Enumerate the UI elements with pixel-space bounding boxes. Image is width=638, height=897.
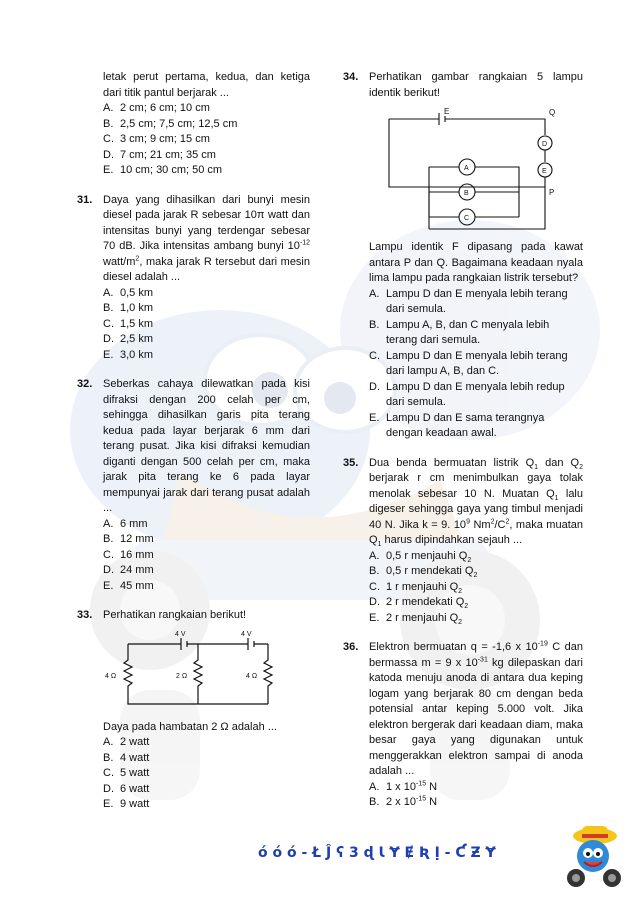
point-p-label: P — [549, 188, 555, 197]
option-33d: D. 6 watt — [103, 782, 150, 795]
question-34-text: Perhatikan gambar rangkaian 5 lampu identik berikut! — [369, 71, 583, 99]
question-31 — [77, 193, 310, 364]
question-number: 36. — [343, 641, 359, 653]
lamp-circuit-diagram — [369, 107, 559, 232]
option-32b: B. 12 mm — [103, 533, 154, 545]
voltage-label-1: 4 V — [175, 630, 186, 638]
mascot-icon — [560, 820, 630, 890]
option-33c: C. 5 watt — [103, 767, 150, 779]
option-31e: E. 3,0 km — [103, 348, 154, 361]
left-column — [77, 70, 310, 827]
option-31c: C. 1,5 km — [103, 317, 154, 330]
option-35a: A. 0,5 r menjauhi $Q_2$ — [369, 549, 472, 564]
point-q-label: Q — [549, 108, 556, 117]
option-30a: A. 2 cm; 6 cm; 10 cm — [103, 102, 210, 114]
option-33b: B. 4 watt — [103, 751, 150, 764]
option-31a: A. 0,5 km — [103, 286, 154, 299]
option-30c: C. 3 cm; 9 cm; 15 cm — [103, 133, 210, 145]
option-33e: E. 9 watt — [103, 798, 150, 810]
option-36a: A. 1 x $10^{-15}$ N — [369, 779, 438, 793]
footer-text: ó ó ó ‐ Ł Ĵ ʕ 3 ɖ Ɩ Ɏ Ɇ Ʀ Ị ‐ Ƈ Ƶ Ɏ — [258, 845, 496, 861]
lamp-b-label: B — [464, 190, 469, 197]
question-34 — [343, 70, 583, 442]
question-33-prompt: Daya pada hambatan 2 Ω adalah ... — [103, 720, 277, 733]
option-30d: D. 7 cm; 21 cm; 35 cm — [103, 148, 216, 161]
option-32d: D. 24 mm — [103, 564, 154, 576]
option-35c: C. 1 r menjauhi $Q_2$ — [369, 580, 463, 595]
question-36-text: Elektron bermuatan q = -1,6 x $10^{-19}$ C dan bermassa m = 9 x $10^{-31}$ kg dilepaskan dari katoda menuju anoda di antara dua keping logam yang berjarak 80 cm dengan beda potensial antar keping 5.000 volt. Jika elektron bergerak dari keadaan diam, maka besar gaya yang digunakan untuk menggerakkan elektron sampai di anoda adalah ... — [369, 640, 583, 777]
lamp-d-label: D — [542, 141, 548, 148]
option-32a: A. 6 mm — [103, 517, 148, 530]
resistor-label-1: 4 Ω — [105, 672, 117, 680]
question-30-text: letak perut pertama, kedua, dan ketiga dari titik pantul berjarak ... — [103, 71, 310, 99]
resistor-label-3: 4 Ω — [246, 672, 258, 680]
question-35 — [343, 456, 583, 627]
resistor-circuit-diagram — [103, 630, 283, 712]
question-33 — [77, 608, 310, 813]
question-number: 34. — [343, 71, 359, 83]
option-35d: D. 2 r mendekati $Q_2$ — [369, 596, 469, 611]
option-31b: B. 1,0 km — [103, 302, 154, 314]
option-34b: B. Lampu A, B, dan C menyala lebih terang dari semula. — [369, 318, 550, 346]
option-32e: E. 45 mm — [103, 579, 154, 592]
option-36b: B. 2 x $10^{-15}$ N — [369, 795, 438, 808]
question-32-text: Seberkas cahaya dilewatkan pada kisi difraksi dengan 200 celah per cm, sehingga dihasilkan garis pita terang kedua pada layar berjarak 6 mm dari terang pusat. Jika kisi difraksi kemudian diganti dengan 500 celah per cm, maka jarak pita terang ke 6 pada layar mempunyai jarak dari terang pusat adalah ... — [103, 378, 310, 514]
option-34a: A. Lampu D dan E menyala lebih terang dari semula. — [369, 287, 568, 315]
lamp-e-label: E — [542, 168, 547, 175]
lamp-c-label: C — [464, 215, 470, 222]
option-34c: C. Lampu D dan E menyala lebih terang dari lampu A, B, dan C. — [369, 349, 568, 377]
voltage-label-2: 4 V — [241, 630, 252, 638]
question-36 — [343, 640, 583, 811]
lamp-a-label: A — [464, 165, 469, 172]
question-30-continuation — [77, 70, 310, 179]
option-34d: D. Lampu D dan E menyala lebih redup dari semula. — [369, 380, 565, 408]
question-number: 32. — [77, 378, 93, 390]
option-31d: D. 2,5 km — [103, 333, 154, 345]
option-30b: B. 2,5 cm; 7,5 cm; 12,5 cm — [103, 117, 238, 130]
question-34-prompt: Lampu identik F dipasang pada kawat antara P dan Q. Bagaimana keadaan nyala lima lampu pada rangkaian listrik tersebut? — [369, 241, 583, 284]
option-32c: C. 16 mm — [103, 548, 154, 561]
question-32 — [77, 377, 310, 594]
right-column — [343, 70, 583, 825]
option-33a: A. 2 watt — [103, 736, 150, 748]
question-35-text: Dua benda bermuatan listrik $Q_1$ dan $Q_2$ berjarak r cm menimbulkan gaya tolak menolak sebesar 10 N. Muatan $Q_1$ lalu digeser sehingga gaya yang timbul menjadi 40 N. Jika k = 9. $10^9$ $Nm^2/C^2$, maka muatan $Q_1$ harus dipindahkan sejauh ... — [369, 456, 583, 549]
option-34e: E. Lampu D dan E sama terangnya dengan keadaan awal. — [369, 411, 545, 439]
option-30e: E. 10 cm; 30 cm; 50 cm — [103, 164, 223, 176]
question-number: 31. — [77, 193, 93, 206]
question-31-text: Daya yang dihasilkan dari bunyi mesin diesel pada jarak R sebesar 10π watt dan intensitas bunyi yang terdengar sebesar 70 dB. Jika intensitas ambang bunyi $10^{-12}$ watt/$m^2$, maka jarak R tersebut dari mesin diesel adalah ... — [103, 193, 310, 283]
option-35b: B. 0,5 r mendekati $Q_2$ — [369, 565, 478, 580]
resistor-label-2: 2 Ω — [176, 672, 188, 680]
battery-label: E — [444, 107, 450, 116]
question-33-text: Perhatikan rangkaian berikut! — [103, 609, 247, 621]
question-number: 33. — [77, 609, 93, 621]
option-35e: E. 2 r menjauhi $Q_2$ — [369, 611, 463, 626]
question-number: 35. — [343, 456, 359, 469]
